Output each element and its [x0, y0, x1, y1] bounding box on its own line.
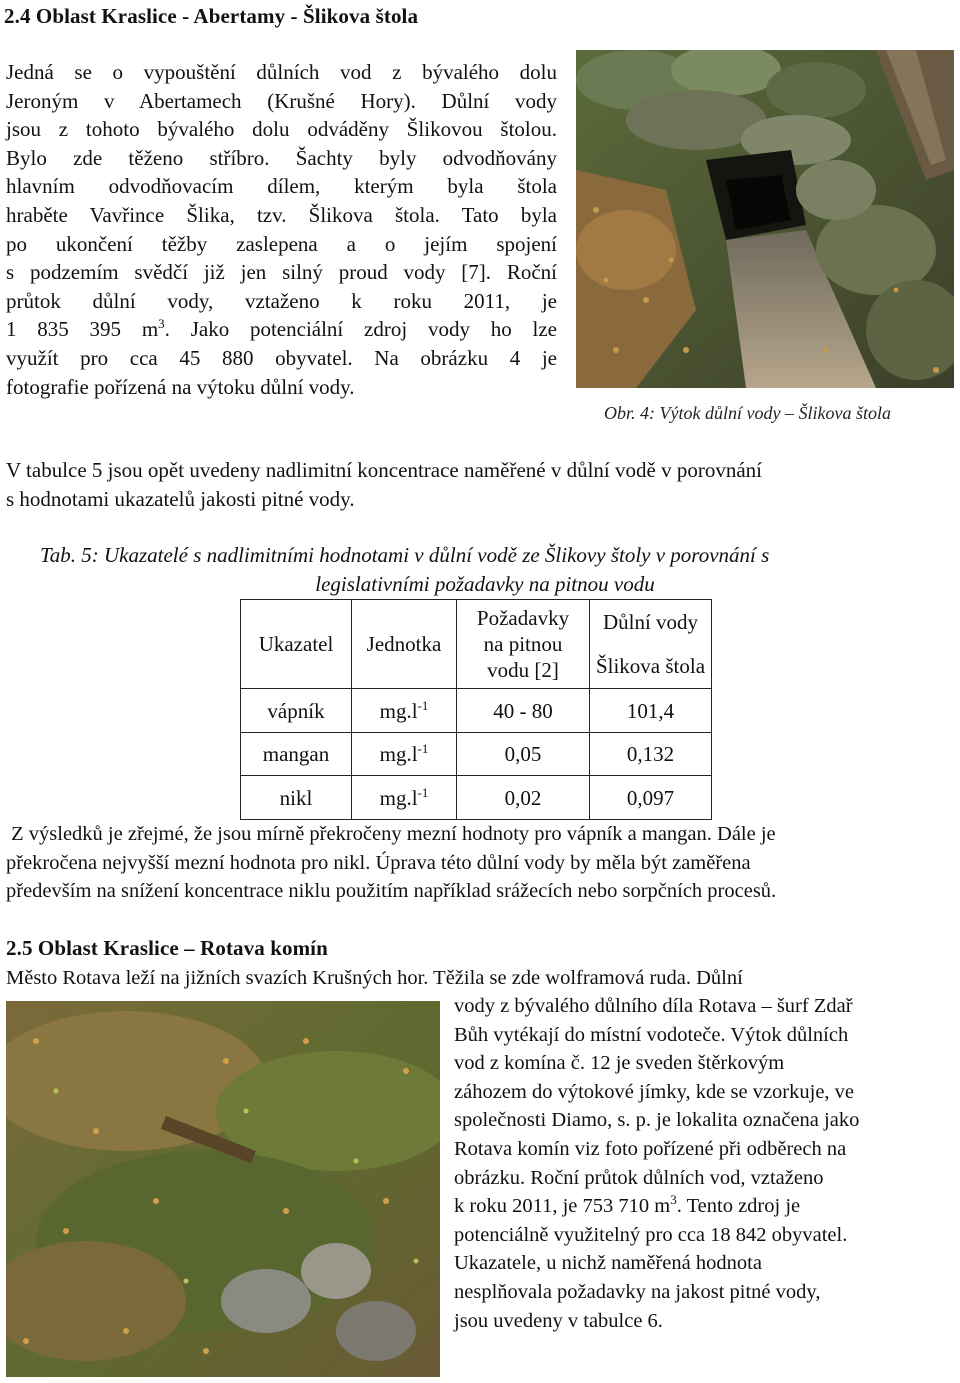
adit-photo-illustration	[576, 50, 954, 388]
flow-value: k roku 2011, je 753 710 m	[454, 1195, 671, 1218]
column-line: záhozem do výtokové jímky, kde se vzorkuje, ve	[454, 1080, 855, 1103]
flow-rest: . Tento zdroj je	[676, 1195, 801, 1218]
section-heading-2-5: 2.5 Oblast Kraslice – Rotava komín	[6, 936, 328, 960]
table-header-row	[241, 600, 712, 689]
header-mine-line: Důlní vody	[602, 610, 699, 634]
cell-unit	[352, 776, 457, 820]
indicator-table	[240, 599, 712, 820]
column-line: Bůh vytékají do místní vodoteče. Výtok důlních	[454, 1023, 849, 1046]
table-row	[241, 689, 712, 733]
conclusion-paragraph	[6, 820, 776, 906]
paragraph-line: hlavním odvodňovacím dílem, kterým byla štola	[6, 174, 557, 199]
unit-text: mg.l	[379, 785, 418, 810]
paragraph-line: Bylo zde těženo stříbro. Šachty byly odvodňovány	[6, 145, 557, 170]
conclusion-line: Z výsledků je zřejmé, že jsou mírně překročeny mezní hodnoty pro vápník a mangan. Dále je	[6, 823, 776, 845]
column-line: potenciálně využitelný pro cca 18 842 obyvatel.	[454, 1223, 848, 1246]
cell-indicator: mangan	[241, 733, 352, 776]
unit-text: mg.l	[379, 742, 418, 766]
paragraph-line: jsou z tohoto bývalého dolu odváděny Šlikovou štolou.	[6, 117, 557, 142]
column-line: vod z komína č. 12 je sveden štěrkovým	[454, 1052, 785, 1075]
cell-unit	[352, 733, 457, 776]
paragraph-line: Jeroným v Abertamech (Krušné Hory). Důlní vody	[6, 88, 557, 113]
column-line: společnosti Diamo, s. p. je lokalita označena jako	[454, 1109, 860, 1132]
column-line	[454, 1192, 859, 1221]
figure-caption: Obr. 4: Výtok důlní vody – Šlikova štola	[604, 403, 891, 423]
column-line: jsou uvedeny v tabulce 6.	[454, 1309, 663, 1332]
cell-requirement: 40 - 80	[457, 689, 590, 733]
paragraph-line	[6, 315, 557, 344]
cell-value: 101,4	[590, 689, 712, 733]
paragraph-line: po ukončení těžby zaslepena a o jejím spojení	[6, 231, 557, 256]
header-unit: Jednotka	[352, 600, 457, 689]
cell-unit	[352, 689, 457, 733]
column-line: nesplňovala požadavky na jakost pitné vody,	[454, 1280, 821, 1303]
superscript: 3	[670, 1192, 677, 1208]
header-requirement-line: na pitnou	[483, 632, 563, 656]
column-line: obrázku. Roční průtok důlních vod, vztaženo	[454, 1166, 824, 1189]
cell-value: 0,097	[590, 776, 712, 820]
column-line: Rotava komín viz foto pořízené při odběrech na	[454, 1137, 847, 1160]
superscript: 3	[158, 316, 165, 332]
intro-line: s hodnotami ukazatelů jakosti pitné vody.	[6, 486, 355, 511]
intro-paragraph	[6, 58, 557, 401]
table-title-line-1: Tab. 5: Ukazatelé s nadlimitními hodnotami v důlní vodě ze Šlikovy štoly v porovnání s	[40, 543, 770, 567]
cell-indicator: vápník	[241, 689, 352, 733]
unit-sup: -1	[417, 784, 429, 800]
header-mine-line: Šlikova štola	[595, 654, 706, 678]
unit-sup: -1	[417, 741, 429, 756]
rotava-chimney-photo	[6, 1001, 440, 1377]
paragraph-line: s podzemím svědčí již jen silný proud vody [7]. Roční	[6, 260, 557, 285]
flow-rest: . Jako potenciální zdroj vody ho lze	[164, 317, 557, 342]
table-row	[241, 733, 712, 776]
header-requirement	[457, 600, 590, 689]
adit-outflow-photo	[576, 50, 954, 388]
table-intro	[6, 456, 762, 513]
section-25-column	[454, 992, 859, 1335]
cell-requirement: 0,05	[457, 733, 590, 776]
paragraph-line: využít pro cca 45 880 obyvatel. Na obrázku 4 je	[6, 345, 557, 370]
table-title-line-2: legislativními požadavky na pitnou vodu	[315, 572, 655, 596]
column-line: Ukazatele, u nichž naměřená hodnota	[454, 1252, 762, 1275]
header-mine-water	[590, 600, 712, 689]
conclusion-line: překročena nejvyšší mezní hodnota pro nikl. Úprava této důlní vody by měla být zaměřena	[6, 851, 751, 874]
header-requirement-line: vodu [2]	[487, 658, 559, 682]
paragraph-line: Jedná se o vypouštění důlních vod z bývalého dolu	[6, 60, 557, 84]
cell-indicator: nikl	[241, 776, 352, 820]
unit-text: mg.l	[379, 698, 418, 723]
cell-requirement: 0,02	[457, 776, 590, 820]
cell-value: 0,132	[590, 733, 712, 776]
paragraph-line: průtok důlní vody, vztaženo k roku 2011, je	[6, 288, 557, 313]
header-indicator: Ukazatel	[241, 600, 352, 689]
paragraph-line: hraběte Vavřince Šlika, tzv. Šlikova štola. Tato byla	[6, 202, 557, 227]
table-row	[241, 776, 712, 820]
section-heading-2-4: 2.4 Oblast Kraslice - Abertamy - Šlikova štola	[4, 4, 419, 28]
conclusion-line: především na snížení koncentrace niklu použitím například srážecích nebo sorpčních procesů.	[6, 880, 777, 903]
section-25-first-line: Město Rotava leží na jižních svazích Krušných hor. Těžila se zde wolframová ruda. Důlní	[6, 967, 743, 989]
column-line: vody z bývalého důlního díla Rotava – šurf Zdař	[454, 995, 853, 1017]
rotava-photo-illustration	[6, 1001, 440, 1377]
intro-line: V tabulce 5 jsou opět uvedeny nadlimitní koncentrace naměřené v důlní vodě v porovnání	[6, 458, 762, 482]
paragraph-line: fotografie pořízená na výtoku důlní vody.	[6, 374, 355, 399]
unit-sup: -1	[417, 697, 429, 713]
flow-value: 1 835 395 m	[6, 317, 159, 342]
header-requirement-line: Požadavky	[476, 606, 570, 630]
